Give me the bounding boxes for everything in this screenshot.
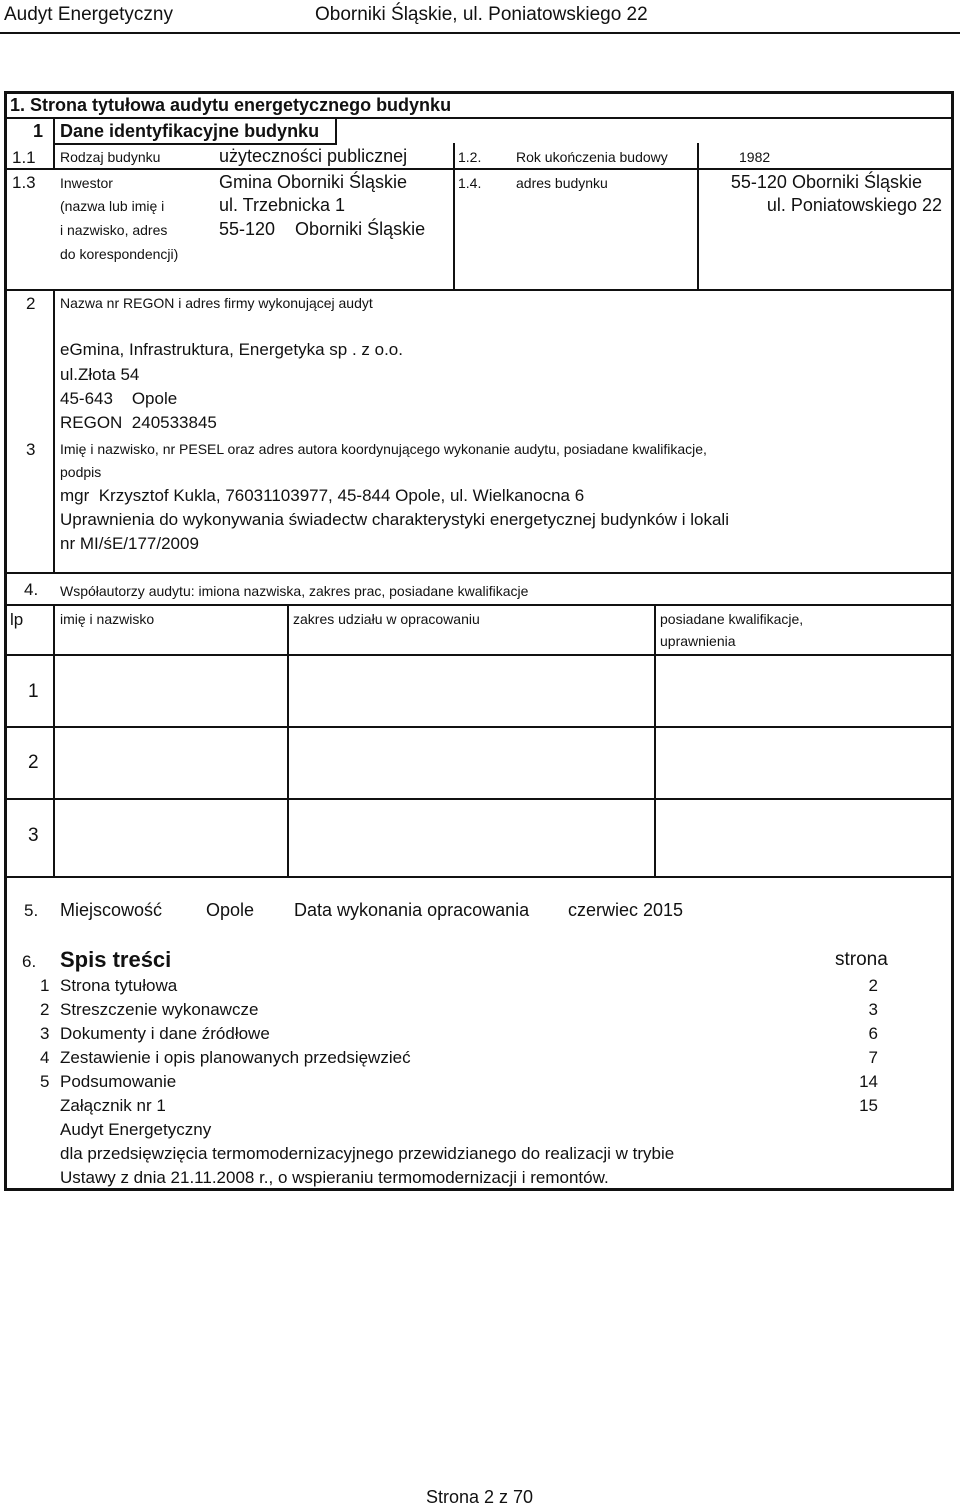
- section5-label: Miejscowość: [60, 900, 163, 920]
- toc-item-label: Zestawienie i opis planowanych przedsięwzieć: [60, 1048, 411, 1067]
- section2-line-3: 45-643 Opole: [60, 389, 178, 408]
- toc-item-num: 5: [40, 1072, 50, 1091]
- section3-label-1: Imię i nazwisko, nr PESEL oraz adres autora koordynującego wykonanie audytu, posiadane kwalifikacje,: [60, 441, 707, 457]
- table-row-2: 2: [28, 752, 39, 773]
- table-col-scope: zakres udziału w opracowaniu: [293, 611, 480, 627]
- row13-label-2: (nazwa lub imię i: [60, 198, 165, 214]
- rule-table-c3: [654, 604, 656, 878]
- section4-num: 4.: [24, 580, 39, 599]
- rule-subtitle-left: [53, 117, 55, 145]
- row13-value-2: ul. Trzebnicka 1: [219, 195, 346, 215]
- table-col-name: imię i nazwisko: [60, 611, 155, 627]
- row12-num: 1.2.: [458, 149, 482, 165]
- toc-item-label: Załącznik nr 1: [60, 1096, 166, 1115]
- row13-label-1: Inwestor: [60, 175, 113, 191]
- rule-col-left: [53, 289, 55, 572]
- row14-value-1: 55-120 Oborniki Śląskie: [730, 172, 922, 192]
- toc-title: Spis treści: [60, 947, 172, 972]
- section3-label-2: podpis: [60, 464, 102, 480]
- section2-line-2: ul.Złota 54: [60, 365, 140, 384]
- section3-line-3: nr MI/śE/177/2009: [60, 534, 199, 553]
- toc-item-page: 14: [859, 1072, 878, 1091]
- row13-num: 1.3: [12, 173, 36, 192]
- rule-row11: [4, 168, 954, 170]
- section6-num: 6.: [22, 952, 37, 971]
- toc-item-page: 2: [868, 976, 878, 995]
- row12-label: Rok ukończenia budowy: [516, 149, 668, 165]
- rule-row13-v2: [697, 143, 699, 291]
- row13-label-4: do korespondencji): [60, 246, 179, 262]
- toc-item-label: Strona tytułowa: [60, 976, 178, 995]
- section2-num: 2: [26, 294, 36, 313]
- rule-section4: [4, 572, 954, 574]
- section3-num: 3: [26, 440, 36, 459]
- section2-line-1: eGmina, Infrastruktura, Energetyka sp . z o.o.: [60, 340, 403, 359]
- rule-table-r3: [4, 798, 954, 800]
- toc-item-label: Podsumowanie: [60, 1072, 177, 1091]
- rule-table-c2: [287, 604, 289, 878]
- rule-row13-v: [453, 143, 455, 291]
- row13-label-3: i nazwisko, adres: [60, 222, 168, 238]
- toc-footer-1: Audyt Energetyczny: [60, 1120, 212, 1139]
- toc-footer-3: Ustawy z dnia 21.11.2008 r., o wspieraniu termomodernizacji i remontów.: [60, 1168, 609, 1187]
- section5-date: czerwiec 2015: [568, 900, 684, 920]
- row13-value-3: 55-120 Oborniki Śląskie: [219, 219, 426, 239]
- rule-table-r4: [4, 876, 954, 878]
- page-number: Strona 2 z 70: [426, 1487, 534, 1507]
- rule-subtitle: [53, 117, 337, 119]
- section2-label: Nazwa nr REGON i adres firmy wykonującej audyt: [60, 295, 373, 311]
- row14-num: 1.4.: [458, 175, 482, 191]
- section1-title: 1. Strona tytułowa audytu energetycznego budynku: [10, 95, 452, 115]
- rule-subtitle-bottom: [53, 143, 337, 145]
- section4-label: Współautorzy audytu: imiona nazwiska, zakres prac, posiadane kwalifikacje: [60, 583, 529, 599]
- toc-item-label: Streszczenie wykonawcze: [60, 1000, 259, 1019]
- section5-num: 5.: [24, 901, 39, 920]
- section1-sub-title: Dane identyfikacyjne budynku: [60, 121, 320, 141]
- table-row-3: 3: [28, 825, 39, 846]
- row11-value: użyteczności publicznej: [219, 146, 408, 166]
- toc-item-page: 6: [868, 1024, 878, 1043]
- toc-item-num: 4: [40, 1048, 50, 1067]
- row12-value: 1982: [739, 149, 771, 165]
- section2-line-4: REGON 240533845: [60, 413, 217, 432]
- rule-subtitle-right: [335, 117, 337, 145]
- row14-value-2: ul. Poniatowskiego 22: [766, 195, 942, 215]
- toc-item-page: 3: [868, 1000, 878, 1019]
- table-row-1: 1: [28, 681, 39, 702]
- section1-sub-num: 1: [33, 121, 44, 141]
- rule-table-c1: [53, 604, 55, 878]
- toc-footer-2: dla przedsięwzięcia termomodernizacyjnego przewidzianego do realizacji w trybie: [60, 1144, 675, 1163]
- toc-item-page: 15: [859, 1096, 878, 1115]
- rule-table-r2: [4, 726, 954, 728]
- toc-item-label: Dokumenty i dane źródłowe: [60, 1024, 270, 1043]
- toc-item-page: 7: [868, 1048, 878, 1067]
- header-right: Oborniki Śląskie, ul. Poniatowskiego 22: [315, 4, 648, 25]
- row11-label: Rodzaj budynku: [60, 149, 161, 165]
- header-left: Audyt Energetyczny: [4, 4, 173, 25]
- toc-item-num: 1: [40, 976, 50, 995]
- toc-item-num: 3: [40, 1024, 50, 1043]
- table-col-qual-2: uprawnienia: [660, 633, 736, 649]
- toc-page-header: strona: [835, 949, 888, 970]
- row14-label: adres budynku: [516, 175, 608, 191]
- section3-line-1: mgr Krzysztof Kukla, 76031103977, 45-844 Opole, ul. Wielkanocna 6: [60, 486, 585, 505]
- row13-value-1: Gmina Oborniki Śląskie: [219, 172, 408, 192]
- rule-row11-v1: [53, 143, 55, 170]
- toc-item-num: 2: [40, 1000, 50, 1019]
- rule-section2: [4, 289, 954, 291]
- table-col-lp: lp: [10, 610, 24, 629]
- rule-table-header: [4, 604, 954, 606]
- rule-table-r1: [4, 654, 954, 656]
- table-col-qual-1: posiadane kwalifikacje,: [660, 611, 804, 627]
- section5-date-label: Data wykonania opracowania: [294, 900, 530, 920]
- section5-place: Opole: [206, 900, 255, 920]
- section3-line-2: Uprawnienia do wykonywania świadectw charakterystyki energetycznej budynków i lokali: [60, 510, 729, 529]
- header-rule: [0, 32, 960, 34]
- row11-num: 1.1: [12, 148, 36, 167]
